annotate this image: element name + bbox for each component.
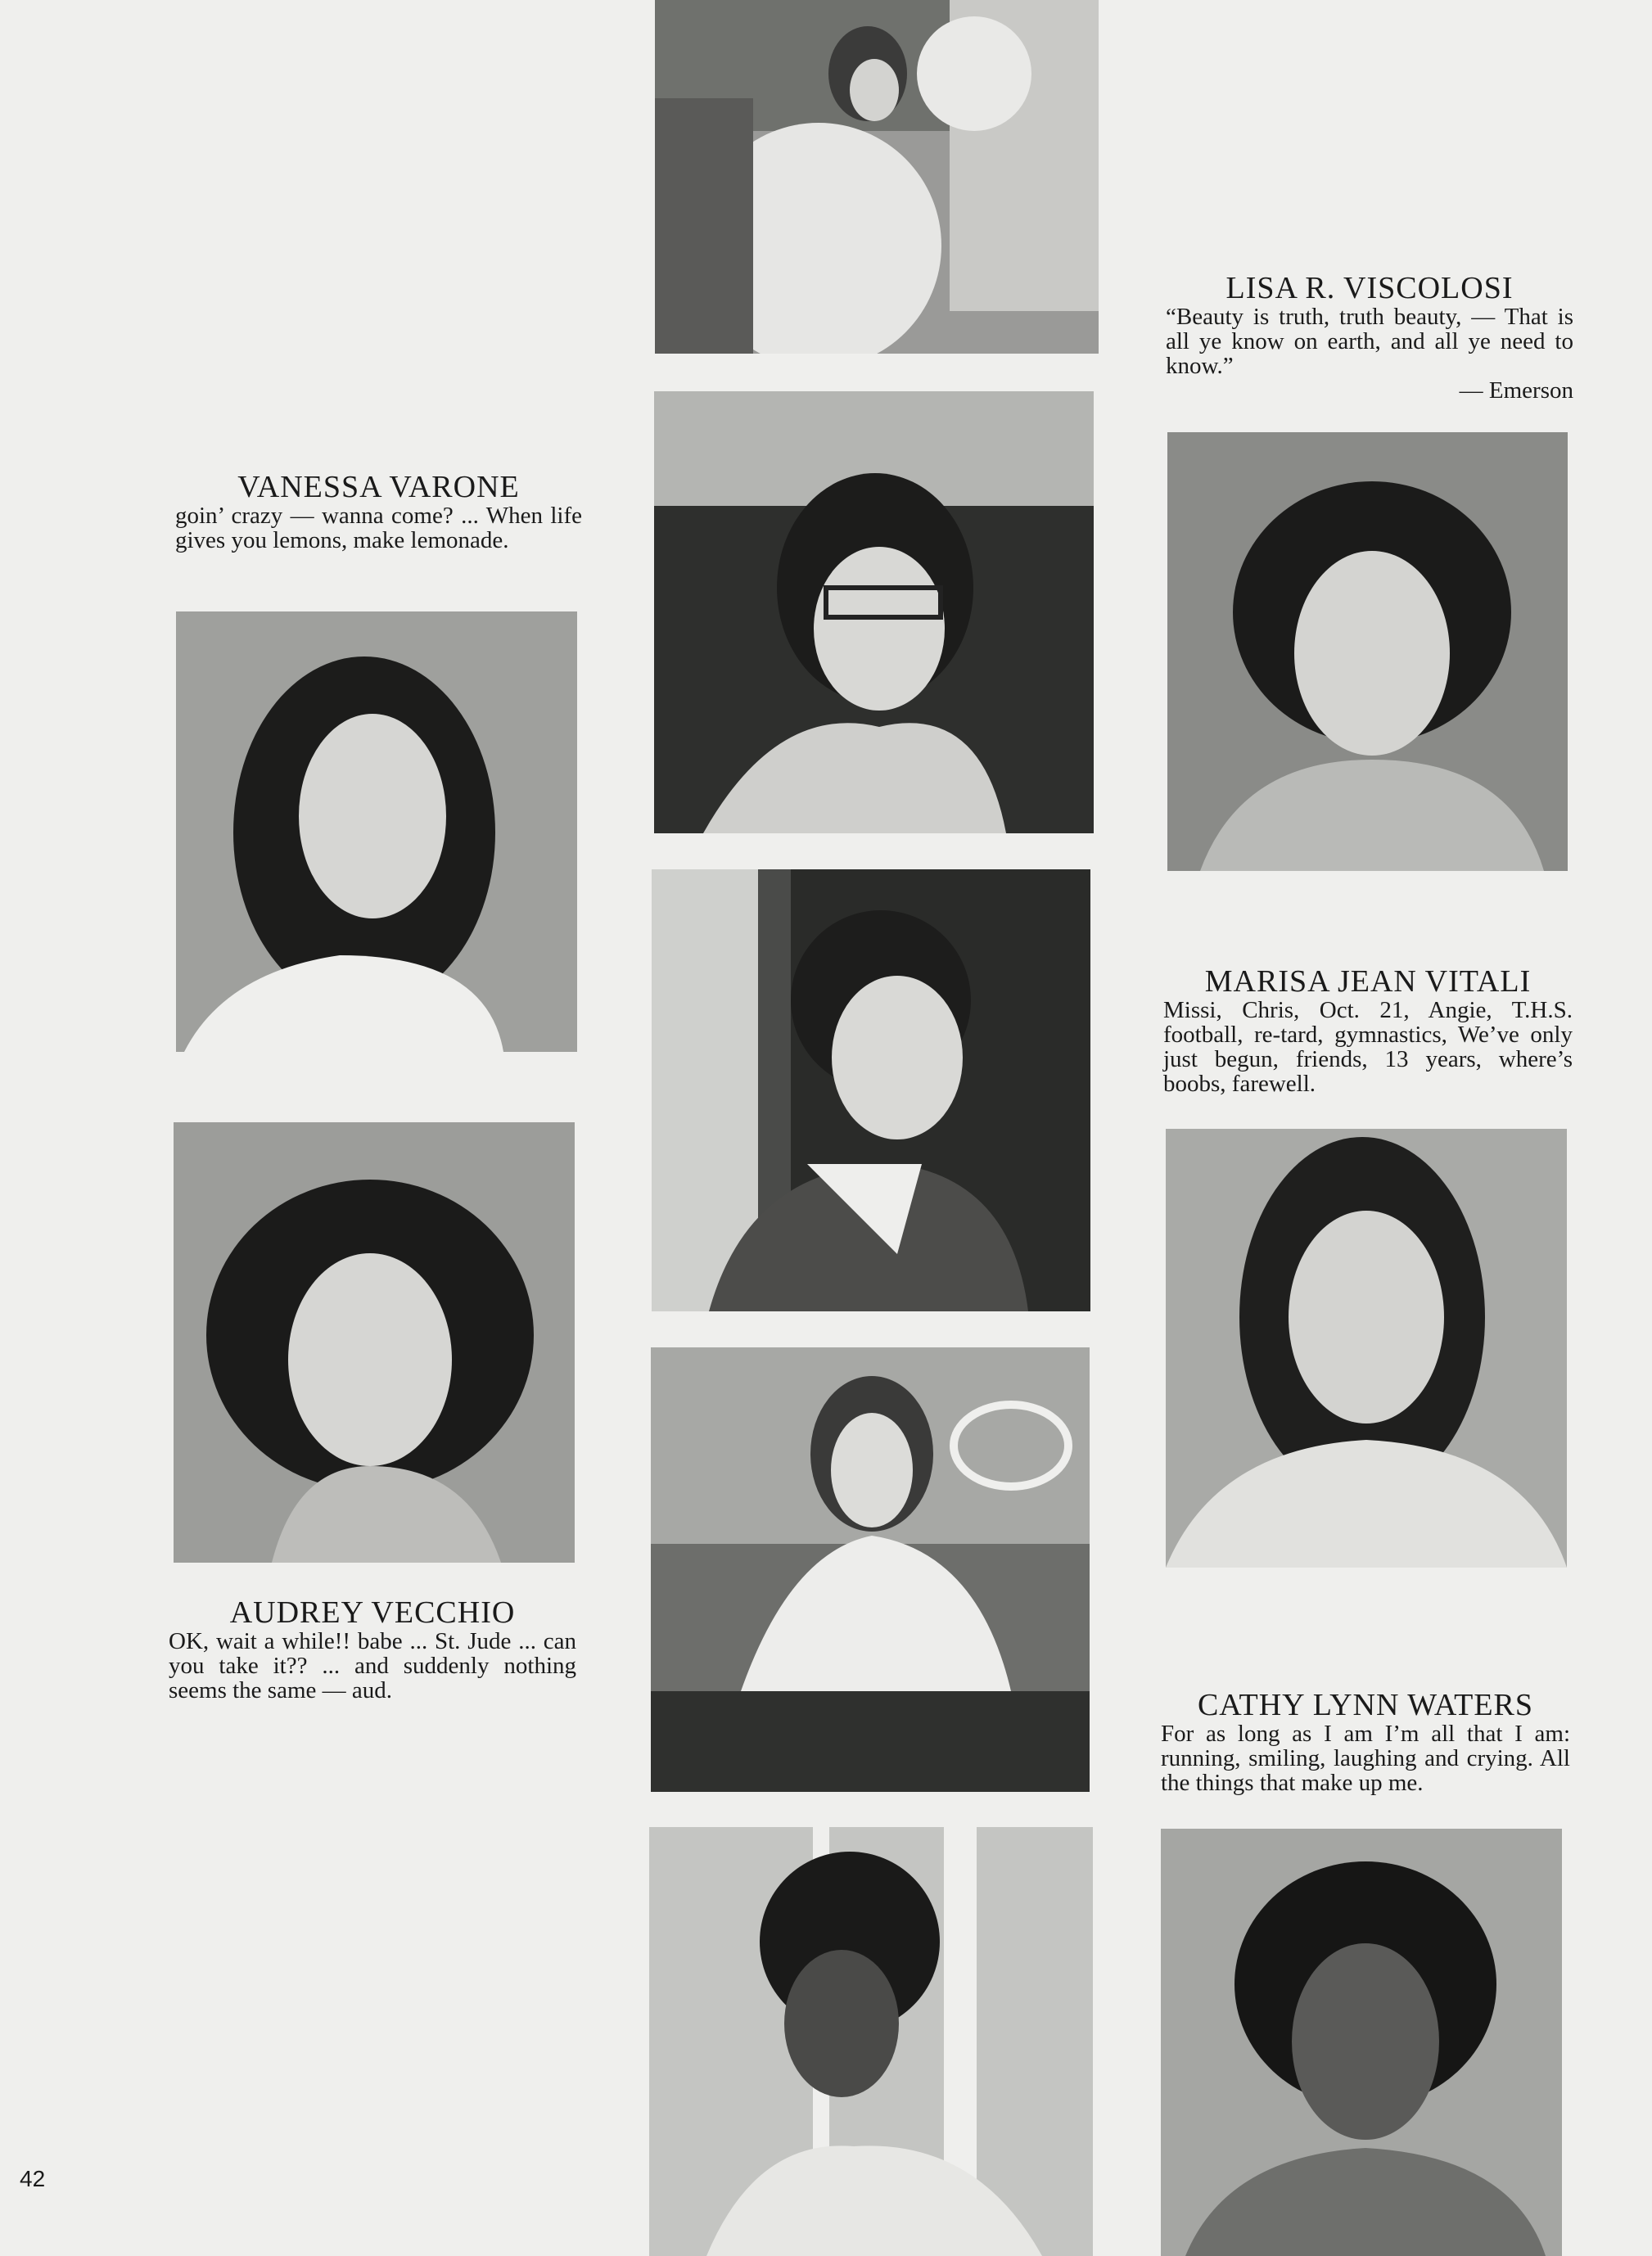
candid-photo-balloons [655,0,1099,354]
portrait-cathy-waters [1161,1829,1562,2256]
bio-lisa-viscolosi [1166,272,1573,403]
portrait-marisa-vitali [1166,1129,1567,1568]
page-number: 42 [20,2166,46,2191]
portrait-audrey-vecchio [174,1122,575,1563]
candid-photo-glasses [654,391,1094,833]
portrait-lisa-viscolosi [1167,432,1568,871]
bio-cathy-waters [1161,1689,1570,1795]
candid-photo-window [649,1827,1093,2256]
student-quote: Missi, Chris, Oct. 21, Angie, T.H.S. football, re-tard, gymnastics, We’ve only just begun, friends, 13 years, where’s boobs, farewell. [1163,997,1573,1097]
student-quote: For as long as I am I’m all that I am: running, smiling, laughing and crying. All the things that make up me. [1161,1721,1570,1796]
student-name: LISA R. VISCOLOSI [1225,271,1514,305]
portrait-vanessa-varone [176,611,577,1052]
candid-photo-laughing [652,869,1090,1311]
student-name: AUDREY VECCHIO [229,1595,516,1630]
bio-vanessa-varone [175,471,582,553]
quote-attribution: — Emerson [1459,377,1573,404]
student-name: VANESSA VARONE [237,470,520,504]
bio-marisa-vitali [1163,965,1573,1096]
student-name: MARISA JEAN VITALI [1204,964,1532,999]
student-quote: “Beauty is truth, truth beauty, — That is all ye know on earth, and all ye need to know.” [1166,304,1573,379]
student-quote: OK, wait a while!! babe ... St. Jude ... can you take it?? ... and suddenly nothing seems the same — aud. [169,1628,576,1703]
candid-photo-eating [651,1347,1090,1792]
bio-audrey-vecchio [169,1596,576,1703]
student-name: CATHY LYNN WATERS [1197,1688,1534,1722]
student-quote: goin’ crazy — wanna come? ... When life gives you lemons, make lemonade. [175,503,582,553]
